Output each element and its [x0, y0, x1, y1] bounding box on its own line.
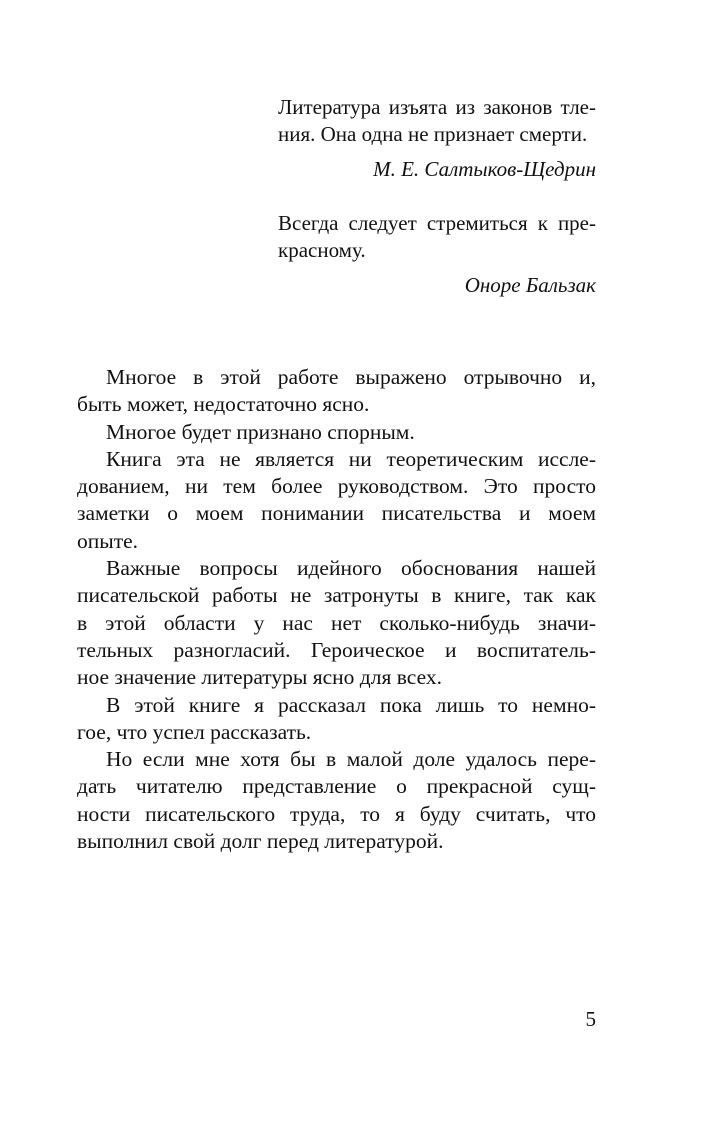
epigraph-saltykov	[278, 94, 596, 183]
text-line: выполнил свой долг перед литературой.	[77, 829, 444, 854]
text-line: гое, что успел рассказать.	[77, 719, 312, 744]
main-text	[77, 364, 596, 855]
text-line: Книга эта не является ни теоретическим иссле-	[106, 446, 596, 471]
text-line: в этой области у нас нет сколько-нибудь значи-	[77, 610, 596, 635]
epigraph-author: Оноре Бальзак	[464, 273, 596, 297]
text-line: опыте.	[77, 528, 139, 553]
epigraph-line: Всегда следует стремиться к пре-	[278, 211, 596, 235]
text-line: Многое будет признано спорным.	[106, 419, 415, 444]
text-line: быть может, недостаточно ясно.	[77, 392, 370, 417]
text-line: Но если мне хотя бы в малой доле удалось пере-	[106, 747, 596, 772]
epigraph-line: красному.	[278, 238, 366, 262]
text-line: тельных разногласий. Героическое и воспитатель-	[77, 637, 596, 662]
page-number: 5	[585, 1007, 596, 1031]
text-line: дованием, ни тем более руководством. Это просто	[77, 474, 596, 499]
text-line: Многое в этой работе выражено отрывочно и,	[106, 365, 596, 389]
text-line: дать читателю представление о прекрасной сущ-	[77, 774, 596, 799]
epigraph-author: М. Е. Салтыков-Щедрин	[373, 157, 596, 181]
text-line: Важные вопросы идейного обоснования нашей	[106, 556, 596, 581]
text-line: ности писательского труда, то я буду считать, что	[77, 801, 596, 826]
text-line: ное значение литературы ясно для всех.	[77, 665, 442, 690]
epigraph-line: Литература изъята из законов тле-	[278, 95, 596, 119]
epigraph-line: ния. Она одна не признает смерти.	[278, 122, 588, 146]
epigraph-balzac	[278, 210, 596, 299]
text-line: В этой книге я рассказал пока лишь то немно-	[106, 692, 596, 717]
text-line: заметки о моем понимании писательства и моем	[77, 501, 596, 526]
text-line: писательской работы не затронуты в книге, так как	[77, 583, 596, 608]
